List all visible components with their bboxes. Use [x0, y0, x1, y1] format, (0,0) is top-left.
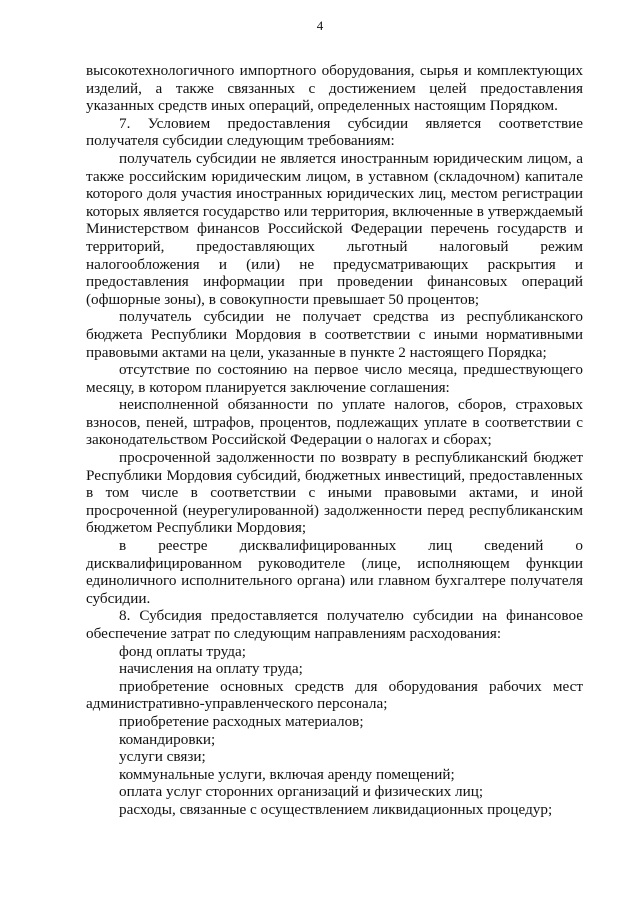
- paragraph-tax-obligations: неисполненной обязанности по уплате налогов, сборов, страховых взносов, пеней, штрафов, процентов, подлежащих уплате в соответствии с законодательством Российской Федерации о налогах и сборах;: [86, 396, 583, 449]
- document-body: [86, 62, 583, 819]
- list-item-payroll-fund: фонд оплаты труда;: [119, 642, 246, 660]
- list-item-communication: услуги связи;: [119, 748, 206, 766]
- paragraph-clause-7: 7. Условием предоставления субсидии является соответствие получателя субсидии следующим требованиям:: [86, 114, 583, 150]
- paragraph-clause-8: 8. Субсидия предоставляется получателю субсидии на финансовое обеспечение затрат по следующим направлениям расходования:: [86, 607, 583, 642]
- list-item-third-party-services: оплата услуг сторонних организаций и физических лиц;: [119, 783, 484, 801]
- list-item-liquidation-costs: расходы, связанные с осуществлением ликвидационных процедур;: [119, 800, 553, 818]
- paragraph-absence-intro: отсутствие по состоянию на первое число месяца, предшествующего месяцу, в котором планируется заключение соглашения:: [86, 361, 583, 396]
- paragraph-no-other-funds-requirement: получатель субсидии не получает средства из республиканского бюджета Республики Мордовия в соответствии с иными нормативными правовыми актами на цели, указанные в пункте 2 настоящего Порядка;: [86, 308, 583, 361]
- paragraph-foreign-entity-requirement: получатель субсидии не является иностранным юридическим лицом, а также российским юридическим лицом, в уставном (складочном) капитале которого доля участия иностранных юридических лиц, местом регистрации которых является государство или территория, включенные в утверждаемый Министерством финансов Российской Федерации перечень государств и территорий, предоставляющих льготный налоговый режим налогообложения и (или) не предусматривающих раскрытия и предоставления информации при проведении финансовых операций (офшорные зоны), в совокупности превышает 50 процентов;: [86, 149, 583, 308]
- list-item-business-trips: командировки;: [119, 730, 216, 748]
- paragraph-overdue-debt: просроченной задолженности по возврату в республиканский бюджет Республики Мордовия субсидий, бюджетных инвестиций, предоставленных в том числе в соответствии с иными правовыми актами, и иной просроченной (неурегулированной) задолженности перед республиканским бюджетом Республики Мордовия;: [86, 449, 583, 537]
- paragraph-continuation: высокотехнологичного импортного оборудования, сырья и комплектующих изделий, а также связанных с достижением целей предоставления указанных средств иных операций, определенных настоящим Порядком.: [86, 62, 583, 115]
- list-item-payroll-charges: начисления на оплату труда;: [119, 660, 303, 678]
- list-item-consumables: приобретение расходных материалов;: [119, 712, 364, 730]
- list-item-fixed-assets: приобретение основных средств для оборудования рабочих мест административно-управленческого персонала;: [86, 677, 583, 713]
- page-number: 4: [316, 18, 324, 33]
- paragraph-disqualified-persons: в реестре дисквалифицированных лиц сведений о дисквалифицированном руководителе (лице, исполняющем функции единоличного исполнительного органа) или главном бухгалтере получателя субсидии.: [86, 537, 583, 607]
- list-item-utilities: коммунальные услуги, включая аренду помещений;: [119, 765, 455, 783]
